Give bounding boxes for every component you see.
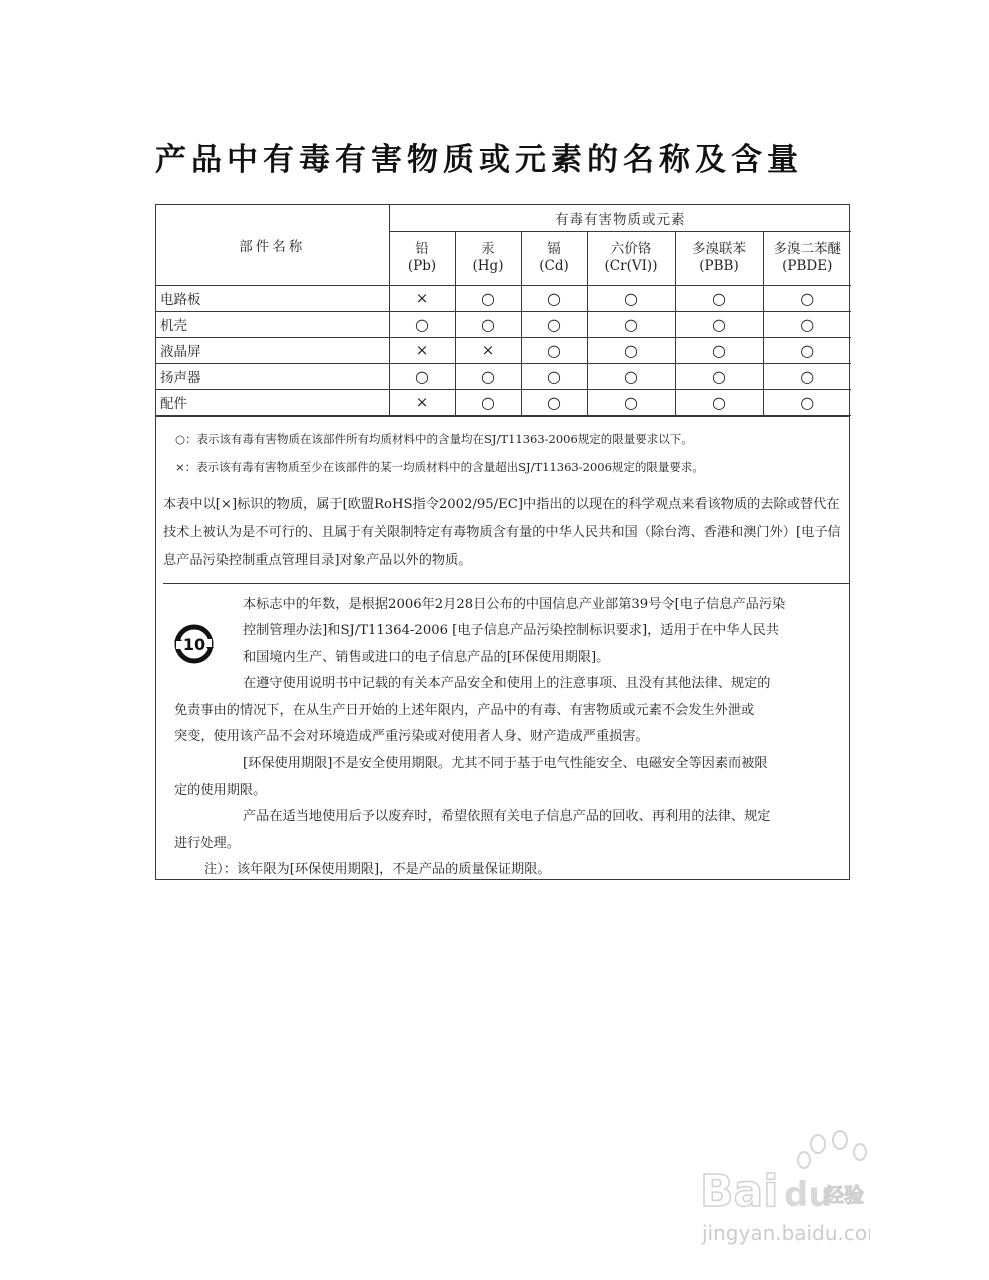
substance-symbol: (PBB): [699, 258, 739, 274]
substance-name: 铅: [415, 241, 429, 257]
compliance-mark: [455, 363, 521, 389]
compliance-mark: [675, 389, 763, 415]
within-limit-mark: ○: [547, 288, 561, 308]
within-limit-mark: ○: [800, 366, 815, 386]
environmental-protection-use-period-icon: [174, 624, 214, 664]
compliance-mark: [675, 337, 763, 363]
within-limit-mark: ○: [481, 366, 495, 386]
baidu-jingyan-watermark: [700, 1130, 870, 1254]
compliance-mark: [389, 285, 455, 311]
exceeds-limit-mark: ×: [415, 289, 429, 307]
substance-symbol: (Pb): [407, 258, 437, 274]
epup-para2-line3: 突变，使用该产品不会对环境造成严重污染或对使用者人身、财产造成严重损害。: [174, 729, 649, 745]
compliance-mark: [389, 363, 455, 389]
epup-footnote: 注）：该年限为[环保使用期限]，不是产品的质量保证期限。: [204, 862, 551, 878]
within-limit-mark: ○: [547, 340, 561, 360]
substance-header: [521, 231, 587, 285]
epup-para3-line1: [环保使用期限]不是安全使用期限。尤其不同于基于电气性能安全、电磁安全等因素而被限: [243, 756, 768, 772]
table-row: [156, 337, 851, 363]
within-limit-mark: ○: [624, 314, 638, 334]
exemption-paragraph: 本表中以[×]标识的物质，属于[欧盟RoHS指令2002/95/EC]中指出的以现在的科学观点来看该物质的去除或替代在技术上被认为是不可行的、且属于有关限制特定有毒物质含有量的中华人民共和国（除台湾、香港和澳门外）[电子信息产品污染控制重点管理目录]对象产品以外的物质。: [163, 483, 849, 584]
within-limit-mark: ○: [547, 314, 561, 334]
substance-header: [389, 231, 455, 285]
part-name: 扬声器: [156, 363, 389, 389]
epup-para4-line1: 产品在适当地使用后予以废弃时，希望依照有关电子信息产品的回收、再利用的法律、规定: [243, 809, 771, 825]
compliance-mark: [389, 389, 455, 415]
compliance-mark: [455, 337, 521, 363]
compliance-mark: [389, 311, 455, 337]
epup-section: [156, 584, 849, 893]
epup-para4-line2: 进行处理。: [174, 835, 240, 851]
compliance-mark: [763, 337, 851, 363]
table-row: [156, 311, 851, 337]
substance-name: 多溴联苯: [692, 241, 746, 257]
part-name: 配件: [156, 389, 389, 415]
epup-para1-line1: 本标志中的年数，是根据2006年2月28日公布的中国信息产业部第39号令[电子信息产品污染: [243, 596, 786, 612]
within-limit-mark: ○: [547, 392, 561, 412]
compliance-mark: [587, 389, 675, 415]
substance-symbol: (Hg): [472, 258, 504, 274]
within-limit-mark: ○: [481, 392, 495, 412]
compliance-mark: [675, 363, 763, 389]
substance-name: 镉: [547, 241, 561, 257]
within-limit-mark: ○: [624, 340, 638, 360]
within-limit-mark: ○: [415, 366, 429, 386]
compliance-mark: [587, 285, 675, 311]
compliance-mark: [521, 337, 587, 363]
compliance-mark: [455, 285, 521, 311]
substance-symbol: (PBDE): [782, 258, 833, 274]
compliance-mark: [587, 363, 675, 389]
exceeds-limit-mark: ×: [415, 341, 429, 359]
part-name: 电路板: [156, 285, 389, 311]
circle-note: ○：表示该有毒有害物质在该部件所有均质材料中的含量均在SJ/T11363-2006规定的限量要求以下。: [175, 431, 693, 446]
compliance-mark: [587, 337, 675, 363]
within-limit-mark: ○: [547, 366, 561, 386]
exceeds-limit-mark: ×: [415, 393, 429, 411]
compliance-mark: [521, 389, 587, 415]
within-limit-mark: ○: [800, 392, 815, 412]
table-row: [156, 363, 851, 389]
within-limit-mark: ○: [415, 314, 429, 334]
epup-para3-line2: 定的使用期限。: [174, 782, 267, 798]
table-row: [156, 285, 851, 311]
watermark-url: jingyan.baidu.com: [702, 1221, 870, 1245]
substance-group-header: 有毒有害物质或元素: [389, 205, 851, 231]
within-limit-mark: ○: [712, 392, 726, 412]
epup-para2-line1: 在遵守使用说明书中记载的有关本产品安全和使用上的注意事项、且没有其他法律、规定的: [243, 676, 771, 692]
notes-section: [156, 416, 849, 584]
substance-header: [763, 231, 851, 285]
baidu-paw-logo-icon: [700, 1130, 870, 1250]
compliance-mark: [455, 311, 521, 337]
compliance-mark: [521, 311, 587, 337]
within-limit-mark: ○: [712, 288, 726, 308]
rohs-document-frame: [155, 204, 850, 880]
compliance-mark: [455, 389, 521, 415]
substance-header: [587, 231, 675, 285]
epup-years: 10: [182, 634, 206, 654]
part-name: 液晶屏: [156, 337, 389, 363]
watermark-brand-du: du: [784, 1175, 833, 1215]
compliance-mark: [675, 285, 763, 311]
substance-name: 汞: [481, 241, 495, 257]
substance-symbol: (Cd): [539, 258, 569, 274]
substance-symbol: (Cr(VI)): [604, 258, 658, 274]
part-name: 机壳: [156, 311, 389, 337]
hazardous-substance-table: [156, 205, 851, 416]
substance-header: [675, 231, 763, 285]
substance-name: 多溴二苯醚: [773, 241, 842, 257]
within-limit-mark: ○: [800, 288, 815, 308]
within-limit-mark: ○: [624, 288, 638, 308]
compliance-mark: [389, 337, 455, 363]
cross-note: ×：表示该有毒有害物质至少在该部件的某一均质材料中的含量超出SJ/T11363-2006规定的限量要求。: [175, 459, 704, 474]
within-limit-mark: ○: [712, 366, 726, 386]
within-limit-mark: ○: [800, 314, 815, 334]
compliance-mark: [763, 285, 851, 311]
compliance-mark: [763, 389, 851, 415]
compliance-mark: [675, 311, 763, 337]
watermark-brand: Bai: [700, 1166, 779, 1217]
within-limit-mark: ○: [712, 314, 726, 334]
within-limit-mark: ○: [712, 340, 726, 360]
within-limit-mark: ○: [800, 340, 815, 360]
table-row: [156, 389, 851, 415]
within-limit-mark: ○: [624, 366, 638, 386]
epup-para1-line3: 和国境内生产、销售或进口的电子信息产品的[环保使用期限]。: [243, 649, 610, 665]
substance-header: [455, 231, 521, 285]
exceeds-limit-mark: ×: [481, 341, 495, 359]
page-title: 产品中有毒有害物质或元素的名称及含量: [155, 142, 803, 178]
epup-para2-line2: 免责事由的情况下，在从生产日开始的上述年限内，产品中的有毒、有害物质或元素不会发生外泄或: [174, 702, 755, 718]
compliance-mark: [521, 285, 587, 311]
compliance-mark: [587, 311, 675, 337]
within-limit-mark: ○: [481, 288, 495, 308]
compliance-mark: [763, 363, 851, 389]
within-limit-mark: ○: [481, 314, 495, 334]
substance-name: 六价铬: [610, 241, 652, 257]
part-name-header: 部件名称: [156, 205, 389, 285]
compliance-mark: [521, 363, 587, 389]
within-limit-mark: ○: [624, 392, 638, 412]
compliance-mark: [763, 311, 851, 337]
epup-para1-line2: 控制管理办法]和SJ/T11364-2006 [电子信息产品污染控制标识要求]，适用于在中华人民共: [243, 623, 779, 639]
watermark-brand-cn: 经验: [824, 1183, 864, 1207]
